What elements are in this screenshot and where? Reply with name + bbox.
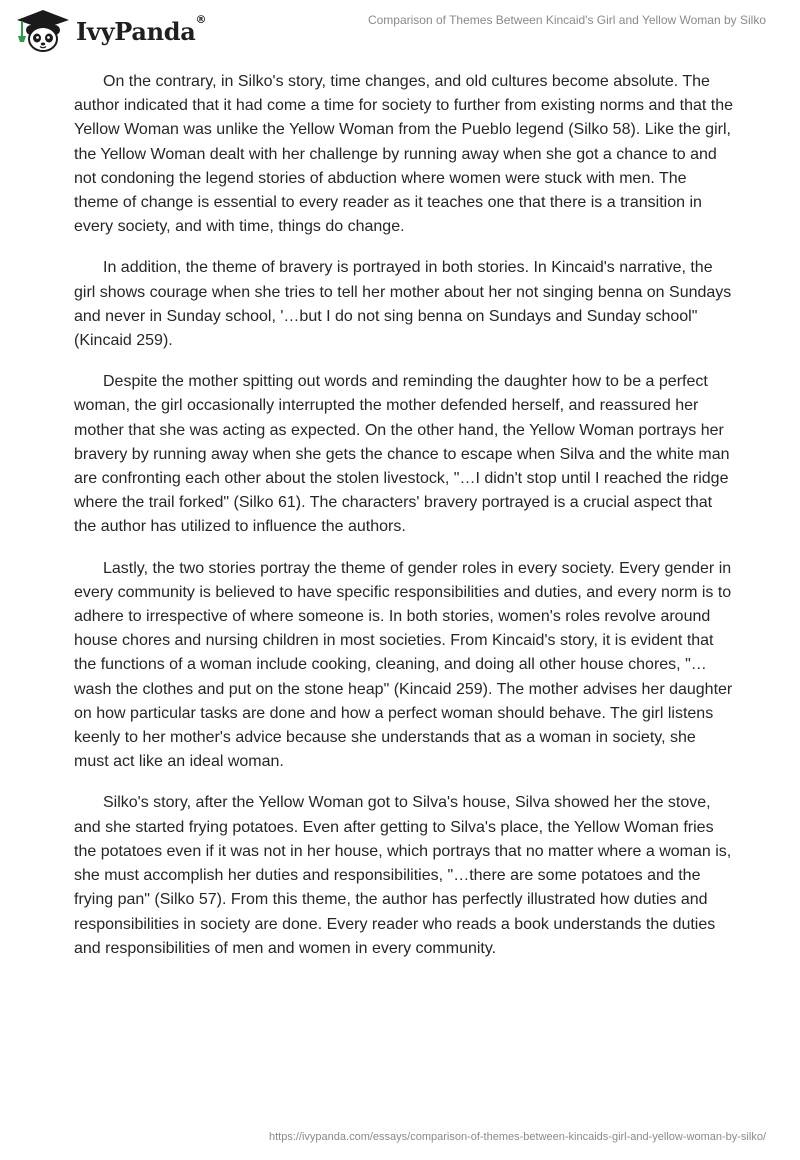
paragraph: Despite the mother spitting out words and reminding the daughter how to be a perfect woman, the girl occasionally interrupted the mother defended herself, and reassured her mother that she was acting as expected. On the other hand, the Yellow Woman portrays her bravery by running away when she gets the chance to escape when Silva and the white man are confronting each other about the stolen livestock, "…I didn't stop until I reached the ridge where the trail forked" (Silko 61). The characters' bravery portrayed is a crucial aspect that the author has utilized to influence the authors. (74, 373, 730, 536)
paragraph: Silko's story, after the Yellow Woman got to Silva's house, Silva showed her the stove, and she started frying potatoes. Even after getting to Silva's place, the Yellow Woman fries the potatoes even if it was not in her house, which portrays that no matter where a woman is, she must accomplish her duties and responsibilities, "…there are some potatoes and the frying pan" (Silko 57). From this theme, the author has perfectly illustrated how duties and responsibilities in society are done. Every reader who reads a book understands the duties and responsibilities of men and women in every community. (74, 794, 732, 957)
paragraph: Lastly, the two stories portray the theme of gender roles in every society. Every gender in every community is believed to have specific responsibilities and duties, and every norm is to adhere to irrespective of where someone is. In both stories, women's roles revolve around house chores and nursing children in most societies. From Kincaid's story, it is evident that the functions of a woman include cooking, cleaning, and doing all other house chores, "…wash the clothes and put on the stone heap" (Kincaid 259). The mother advises her daughter on how particular tasks are done and how a perfect woman should behave. The girl listens keenly to her mother's advice because she understands that as a woman in society, she must act like an ideal woman. (74, 559, 733, 771)
brand-registered-mark: ® (195, 12, 207, 26)
paragraph: On the contrary, in Silko's story, time changes, and old cultures become absolute. The author indicated that it had come a time for society to further from existing norms and that the Yellow Woman was unlike the Yellow Woman from the Pueblo legend (Silko 58). Like the girl, the Yellow Woman dealt with her challenge by running away when she got a chance to and not condoning the legend stories of abduction where women were stuck with men. The theme of change is essential to every reader as it teaches one that there is a transition in every society, and with time, things do change. (74, 73, 733, 236)
panda-graduation-cap-icon (14, 8, 72, 54)
paragraph: In addition, the theme of bravery is portrayed in both stories. In Kincaid's narrative, the girl shows courage when she tries to tell her mother about her not singing benna on Sundays and never in Sunday school, '…but I do not sing benna on Sundays and Sunday school" (Kincaid 259). (74, 259, 732, 350)
brand-logo[interactable] (14, 8, 206, 54)
brand-name-text: IvyPanda (76, 16, 196, 46)
brand-name (76, 12, 207, 46)
essay-body (74, 70, 734, 978)
document-title: Comparison of Themes Between Kincaid's Girl and Yellow Woman by Silko (367, 13, 766, 27)
page-header (0, 0, 800, 60)
source-url-link[interactable]: https://ivypanda.com/essays/comparison-of-themes-between-kincaids-girl-and-yellow-woman-by-silko/ (268, 1131, 766, 1143)
